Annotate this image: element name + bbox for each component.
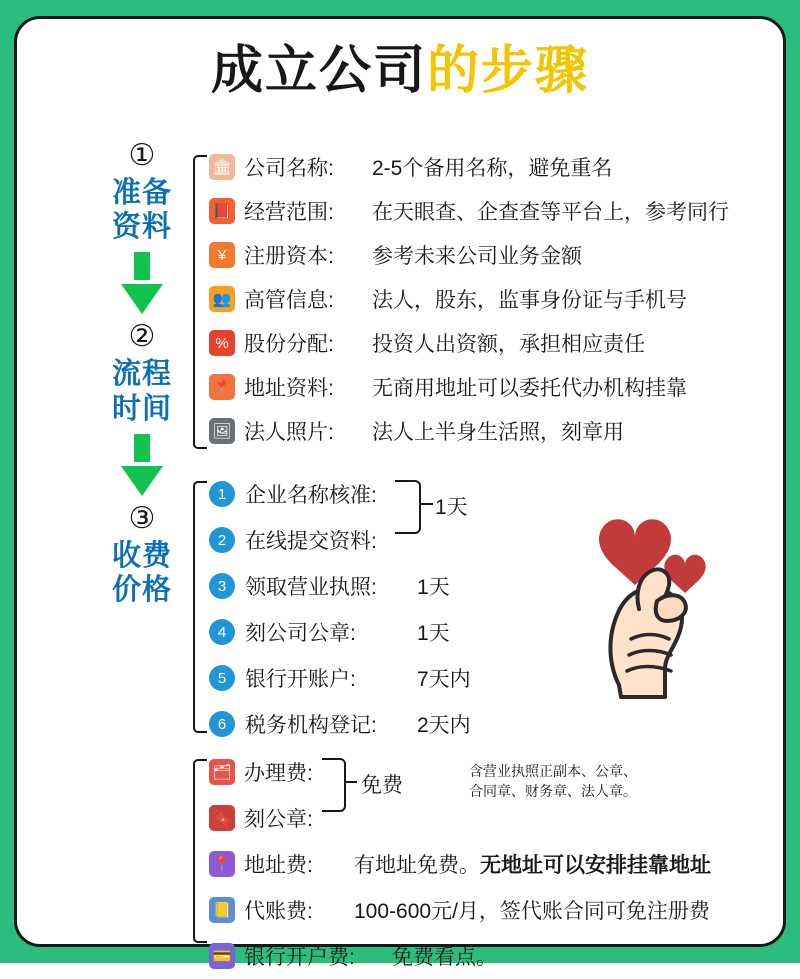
list-item [209, 933, 711, 979]
brace-section-2 [395, 480, 421, 534]
step-1-number: ① [128, 139, 156, 172]
seal-icon: 🔖 [209, 805, 235, 831]
page-title-main: 成立公司 [210, 42, 427, 100]
section-3-note [469, 761, 637, 802]
row-label: 公司名称: [244, 157, 334, 180]
row-value: 无商用地址可以委托代办机构挂靠 [372, 377, 687, 400]
row-value: 投资人出资额，承担相应责任 [372, 333, 645, 356]
list-item [209, 365, 729, 409]
list-item [209, 701, 471, 747]
row-value: 100-600元/月，签代账合同可免注册费 [354, 900, 710, 923]
row-label: 银行开户费: [244, 946, 355, 969]
poster-card [14, 16, 786, 969]
list-item [209, 409, 729, 453]
list-item [209, 471, 471, 517]
step-2-label-line2: 时间 [111, 392, 172, 425]
step-2-number: ② [128, 320, 156, 354]
step-2-label-line1: 流程 [111, 358, 172, 391]
brace-label-section-2: 1天 [435, 496, 468, 519]
step-badge: 4 [209, 619, 235, 645]
section-3-note-line-1: 含营业执照正副本、公章、 [469, 763, 637, 779]
step-1-label-line1: 准备 [111, 177, 172, 209]
step-1-label-line2: 资料 [111, 211, 172, 244]
step-3-label-line2: 价格 [111, 574, 172, 607]
row-value-highlight: 无地址可以安排挂靠地址 [480, 854, 711, 877]
list-item [209, 563, 471, 609]
step-badge: 3 [209, 573, 235, 599]
row-value: 7天内 [417, 668, 471, 691]
steps-rail [87, 139, 197, 607]
row-value: 有地址免费。 [354, 854, 480, 877]
list-item [209, 517, 471, 563]
step-badge: 5 [209, 665, 235, 691]
people-icon: 👥 [209, 286, 235, 312]
section-1-rows [209, 145, 729, 453]
row-label: 代账费: [244, 900, 313, 923]
row-label: 注册资本: [244, 245, 334, 268]
brace-label-section-3: 免费 [361, 774, 403, 797]
arrow-down-icon-2 [87, 434, 197, 496]
bank-icon: 🏛 [209, 154, 235, 180]
row-label: 经营范围: [244, 201, 334, 224]
bracket-section-3 [193, 759, 207, 943]
bank-card-icon: 💳 [209, 943, 235, 969]
list-item [209, 321, 729, 365]
arrow-down-icon-1 [87, 252, 197, 314]
row-value: 1天 [417, 576, 450, 599]
list-item [209, 145, 729, 189]
row-value: 参考未来公司业务金额 [372, 245, 582, 268]
list-item [209, 655, 471, 701]
list-item [209, 609, 471, 655]
list-item [209, 233, 729, 277]
page-title [17, 42, 783, 100]
stamp-card-icon: 🗂 [209, 759, 235, 785]
money-bag-icon: ¥ [209, 242, 235, 268]
list-item [209, 795, 711, 841]
row-value: 在天眼查、企查查等平台上，参考同行 [372, 201, 729, 224]
row-value: 法人上半身生活照，刻章用 [372, 421, 624, 444]
list-item [209, 841, 711, 887]
row-label: 办理费: [244, 762, 313, 785]
row-value: 1天 [417, 622, 450, 645]
list-item [209, 887, 711, 933]
step-3 [87, 502, 197, 607]
brace-section-3 [322, 758, 346, 812]
row-label: 税务机构登记: [245, 714, 377, 737]
location-pin-icon: 📍 [209, 374, 235, 400]
step-1 [87, 139, 197, 244]
photo-icon: 🖼 [209, 418, 235, 444]
page-title-accent: 的步骤 [427, 42, 590, 100]
section-2-rows [209, 471, 471, 747]
step-badge: 1 [209, 481, 235, 507]
step-badge: 2 [209, 527, 235, 553]
row-value: 2天内 [417, 714, 471, 737]
brace-tail-section-2 [419, 503, 433, 505]
row-label: 法人照片: [244, 421, 334, 444]
bracket-section-2 [193, 481, 207, 733]
row-value: 2-5个备用名称，避免重名 [372, 157, 613, 180]
row-label: 高管信息: [244, 289, 334, 312]
row-value: 免费看点。 [392, 946, 497, 969]
step-3-number: ③ [128, 501, 156, 535]
row-label: 企业名称核准: [245, 484, 377, 507]
row-label: 股份分配: [244, 333, 334, 356]
row-label: 银行开账户: [245, 668, 356, 691]
row-label: 刻公司公章: [245, 622, 356, 645]
section-3-note-line-2: 合同章、财务章、法人章。 [469, 783, 637, 800]
row-value: 法人，股东，监事身份证与手机号 [372, 289, 687, 312]
bracket-section-1 [193, 155, 207, 449]
finger-heart-hand-illustration [573, 489, 763, 709]
percent-icon: % [209, 330, 235, 356]
list-item [209, 189, 729, 233]
ledger-icon: 📒 [209, 897, 235, 923]
location-pin-icon: 📍 [209, 851, 235, 877]
step-3-label-line1: 收费 [111, 539, 172, 572]
step-badge: 6 [209, 711, 235, 737]
row-label: 刻公章: [244, 808, 313, 831]
brace-tail-section-3 [344, 781, 357, 783]
step-2 [87, 320, 197, 425]
row-label: 地址费: [244, 854, 313, 877]
list-item [209, 277, 729, 321]
row-label: 领取营业执照: [245, 576, 377, 599]
row-label: 在线提交资料: [245, 530, 377, 553]
book-icon: 📕 [209, 198, 235, 224]
row-label: 地址资料: [244, 377, 334, 400]
